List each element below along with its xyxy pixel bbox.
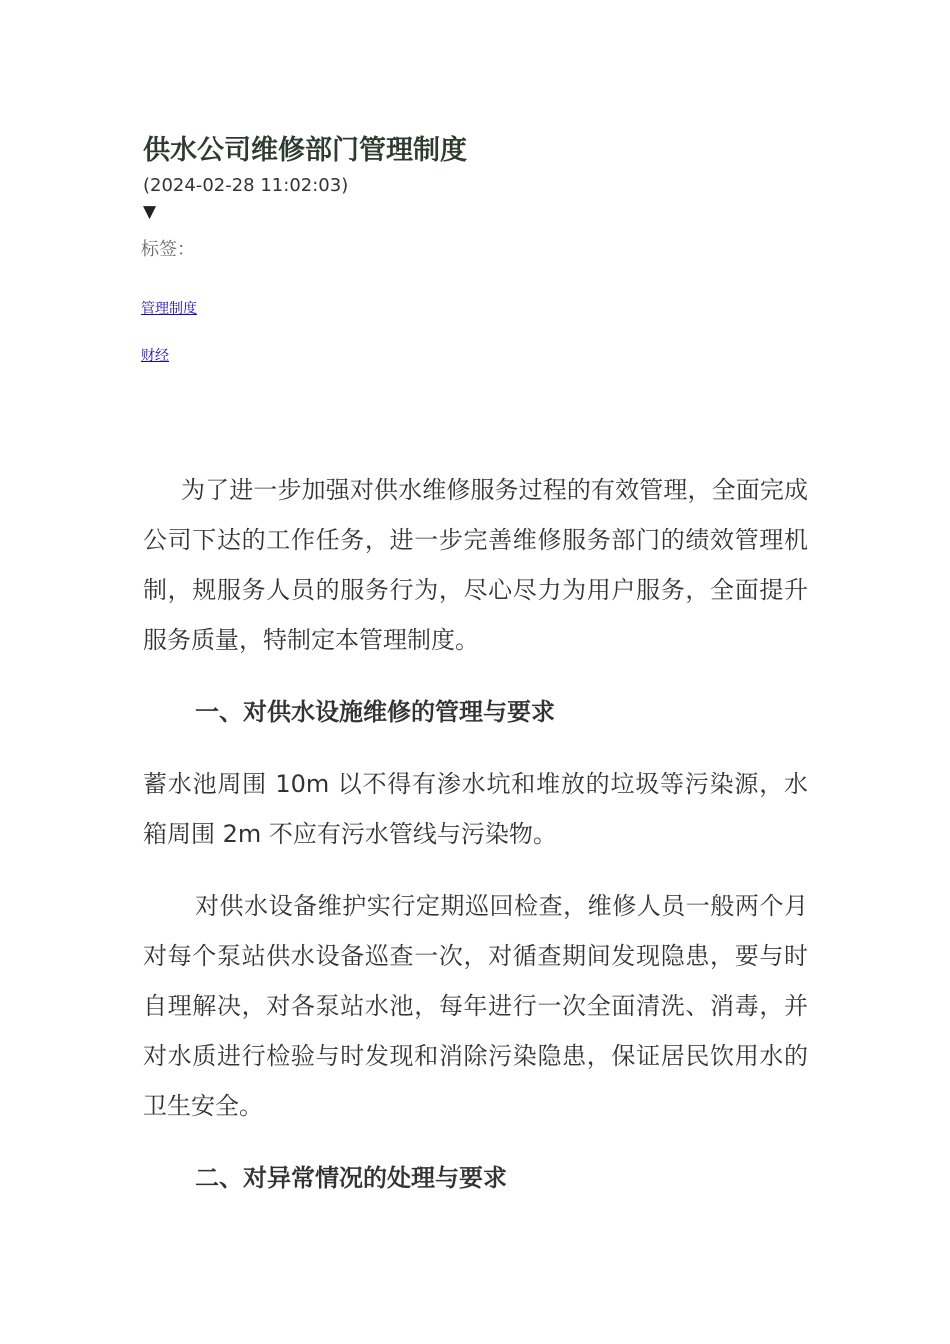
tag-link-management[interactable]: 管理制度	[141, 301, 197, 317]
article-content	[143, 465, 808, 1225]
section1-paragraph-1: 蓄水池周围 10m 以不得有渗水坑和堆放的垃圾等污染源，水箱周围 2m 不应有污水管线与污染物。	[143, 770, 808, 848]
article-title: 供水公司维修部门管理制度	[143, 135, 467, 166]
tag-link-finance[interactable]: 财经	[141, 348, 169, 364]
intro-paragraph: 为了进一步加强对供水维修服务过程的有效管理，全面完成公司下达的工作任务，进一步完善维修服务部门的绩效管理机制，规服务人员的服务行为，尽心尽力为用户服务，全面提升服务质量，特制定本管理制度。	[143, 476, 808, 654]
section-heading-1: 一、对供水设施维修的管理与要求	[195, 698, 555, 726]
expand-toggle-icon[interactable]: ▼	[143, 202, 157, 222]
tags-label: 标签：	[141, 239, 195, 260]
section1-paragraph-2: 对供水设备维护实行定期巡回检查，维修人员一般两个月对每个泵站供水设备巡查一次，对循查期间发现隐患，要与时自理解决，对各泵站水池，每年进行一次全面清洗、消毒，并对水质进行检验与时发现和消除污染隐患，保证居民饮用水的卫生安全。	[143, 892, 808, 1120]
article-timestamp: (2024-02-28 11:02:03)	[143, 175, 349, 196]
section-heading-2: 二、对异常情况的处理与要求	[195, 1164, 507, 1192]
